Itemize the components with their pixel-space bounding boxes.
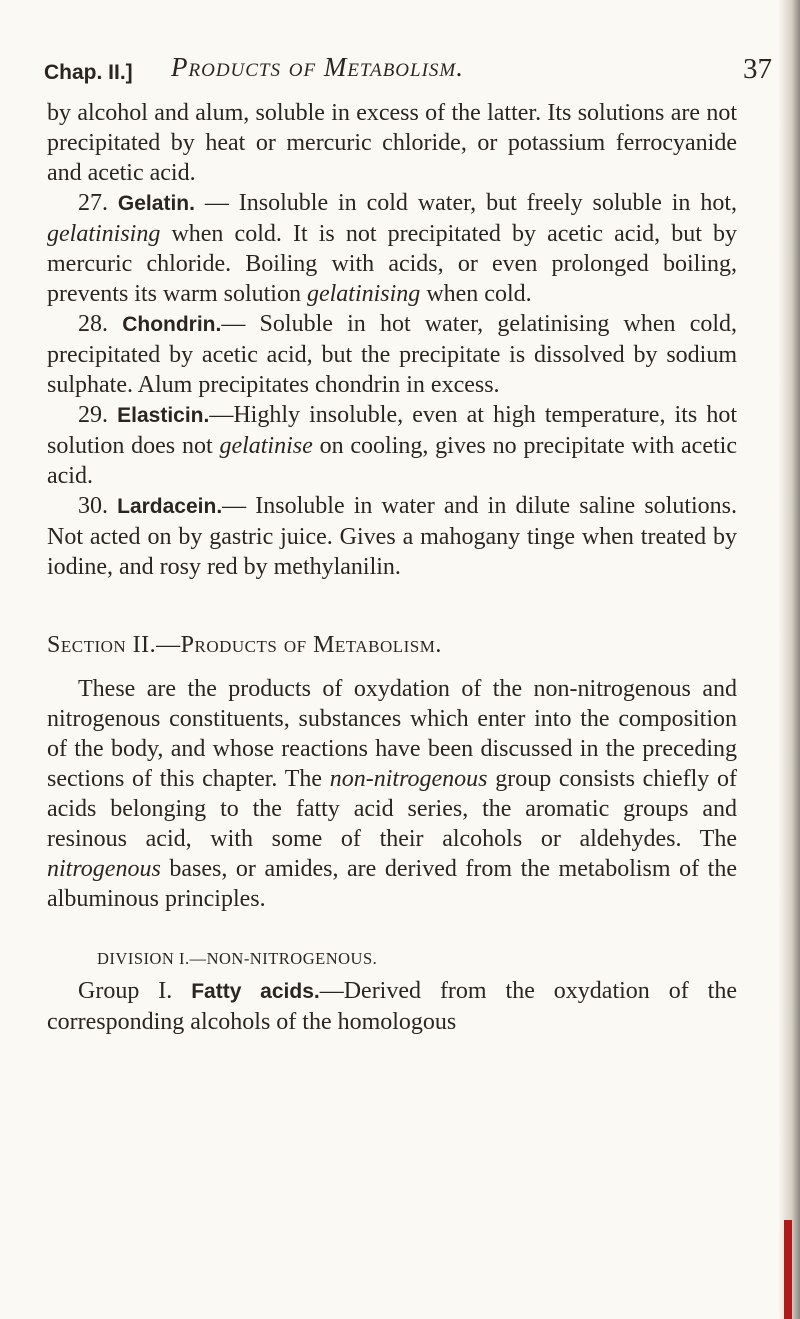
body-text: —Highly insoluble, even at high temperature, its hot solution does not xyxy=(47,402,738,459)
intro-paragraph: by alcohol and alum, soluble in excess of the latter. Its solutions are not precipitated by heat or mercuric chloride, or potassium ferrocyanide and acetic acid. xyxy=(47,100,737,186)
body-text: — Insoluble in cold water, but freely soluble in hot, xyxy=(194,190,738,216)
italic-text: gelatinising xyxy=(47,221,161,247)
division-heading: DIVISION I.—NON-NITROGENOUS. xyxy=(97,949,378,968)
entry-term: Lardacein. xyxy=(117,495,223,518)
page-edge-marker xyxy=(784,1220,792,1319)
page-header xyxy=(44,52,772,86)
body-text: — Insoluble in water and in dilute saline solutions. Not acted on by gastric juice. Gives a mahogany tinge when treated by iodine, and rosy red by methylanilin. xyxy=(47,493,738,580)
entry-term: Elasticin. xyxy=(117,404,210,427)
entry-term: Chondrin. xyxy=(122,313,222,336)
entry-paragraph xyxy=(47,400,737,491)
entry-term: Gelatin. xyxy=(117,192,195,215)
section-heading: Section II.—Products of Metabolism. xyxy=(47,632,442,658)
entry-paragraph xyxy=(47,309,737,400)
body-text: on cooling, gives no precipitate with acetic acid. xyxy=(47,433,737,489)
page-body xyxy=(47,98,737,1037)
body-text: These are the products of oxydation of the non-nitrogenous and nitrogenous constituents, substances which enter into the composition of the body, and whose reactions have been discussed in the preceding sections of this chapter. The xyxy=(47,676,737,792)
group-paragraph xyxy=(47,976,737,1037)
body-text: when cold. xyxy=(420,281,532,307)
page-edge-shadow xyxy=(778,0,800,1319)
italic-text: gelatinising xyxy=(306,281,421,307)
body-text: when cold. It is not precipitated by acetic acid, but by mercuric chloride. Boiling with acids, or even prolonged boiling, prevents its warm solution xyxy=(47,221,737,307)
entry-number: 30. xyxy=(78,493,118,519)
body-text: bases, or amides, are derived from the metabolism of the albuminous principles. xyxy=(47,856,737,912)
entry-number: 27. xyxy=(78,190,118,216)
group-term: Fatty acids. xyxy=(191,980,320,1003)
chapter-label: Chap. II.] xyxy=(44,61,133,84)
running-title: Products of Metabolism. xyxy=(171,52,464,82)
entry-paragraph xyxy=(47,188,737,309)
italic-text: gelatinise xyxy=(219,433,313,459)
entry-list xyxy=(47,188,737,582)
group-text: —Derived from the oxydation of the corresponding alcohols of the homologous xyxy=(47,978,737,1035)
italic-text: nitrogenous xyxy=(47,856,161,882)
italic-text: non-nitrogenous xyxy=(329,766,488,792)
section-paragraph xyxy=(47,674,737,914)
page-number: 37 xyxy=(743,53,772,85)
body-text: — Soluble in hot water, gelatinising when cold, precipitated by acetic acid, but the precipitate is dissolved by sodium sulphate. Alum precipitates chondrin in excess. xyxy=(47,311,738,398)
body-text: group consists chiefly of acids belonging to the fatty acid series, the aromatic groups and resinous acid, with some of their alcohols or aldehydes. The xyxy=(47,766,737,852)
group-label: Group I. xyxy=(78,978,173,1004)
entry-number: 28. xyxy=(78,311,123,337)
entry-number: 29. xyxy=(78,402,118,428)
entry-paragraph xyxy=(47,491,737,582)
